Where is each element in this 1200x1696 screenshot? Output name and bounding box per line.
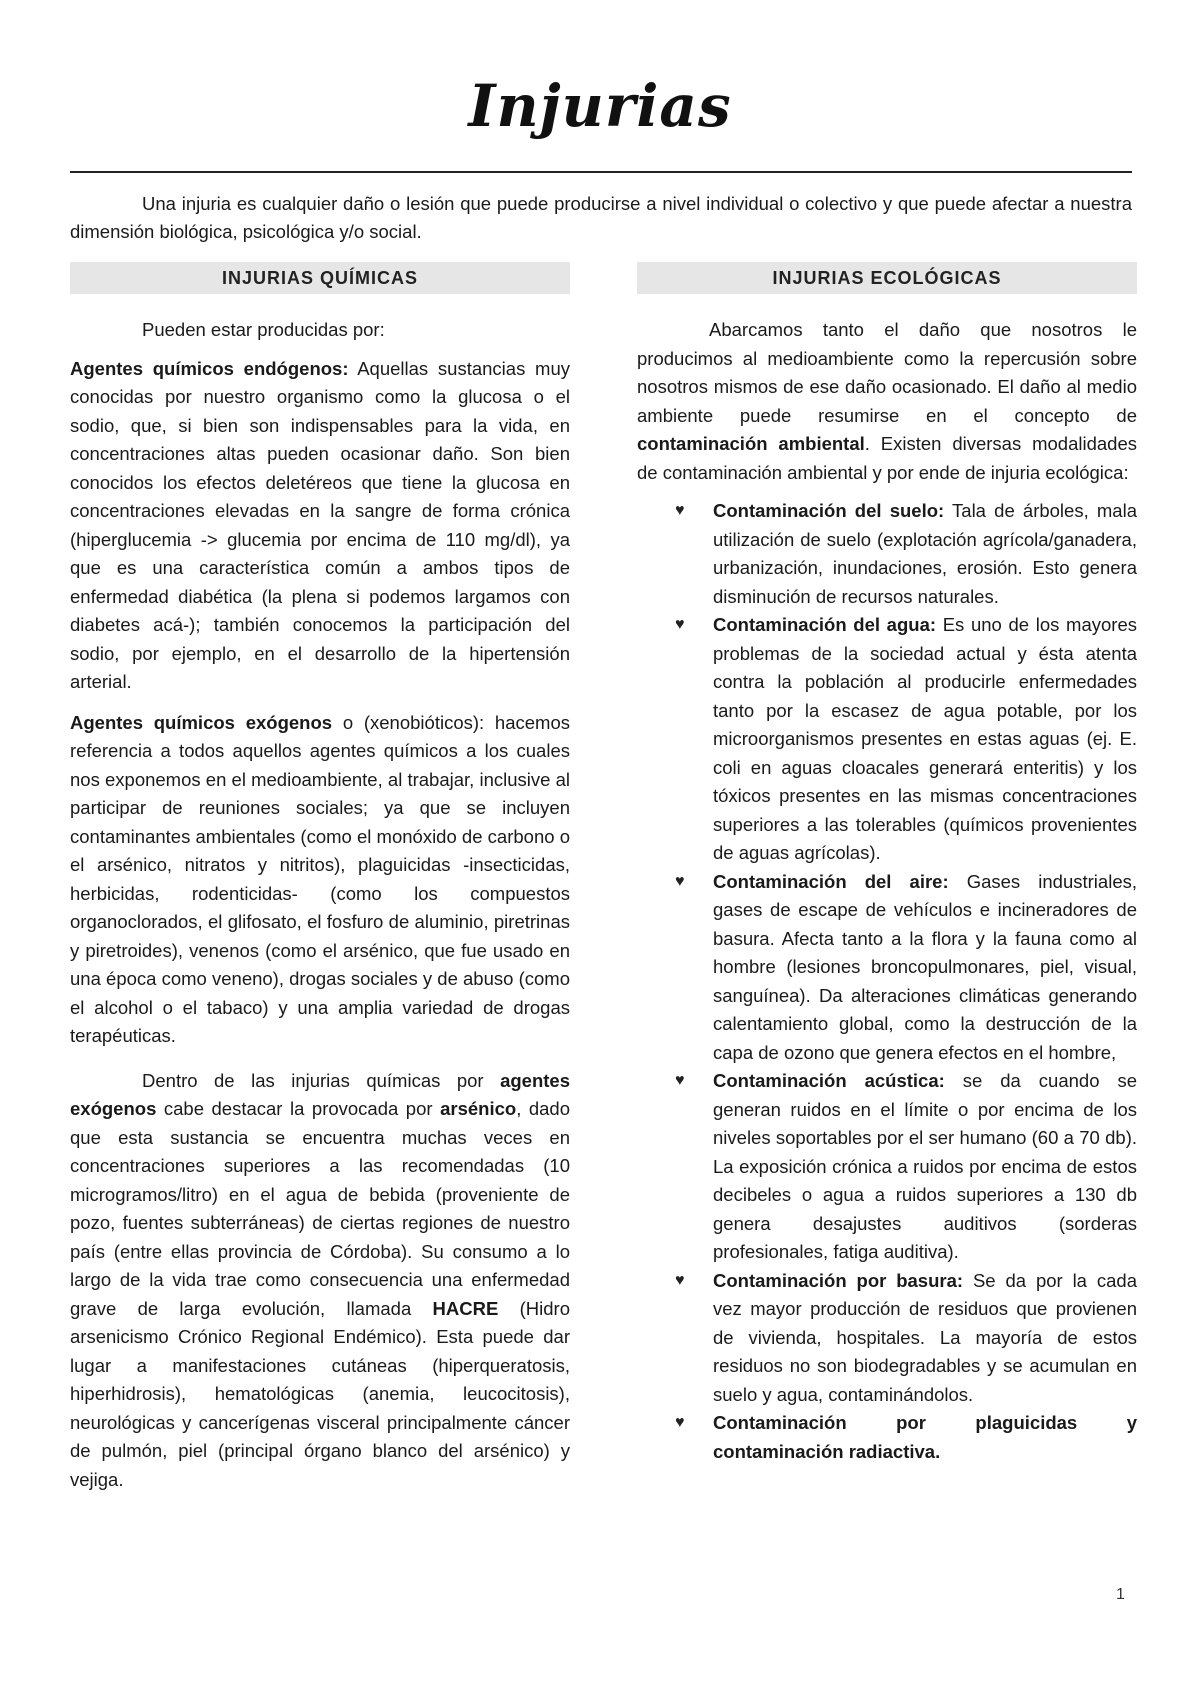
pollution-text: Tala de árboles, mala utilización de suelo (explotación agrícola/ganadera, urbanización, inundaciones, erosión. Esto genera disminución de recursos naturales. [713, 500, 1137, 607]
heart-icon: ♥ [675, 1271, 685, 1289]
column-ecological-injuries [637, 262, 1137, 1466]
paragraph-endogenous [70, 355, 570, 697]
pollution-text: Gases industriales, gases de escape de vehículos e incineradores de basura. Afecta tanto a la flora y la fauna como al hombre (lesiones broncopulmonares, piel, visual, sanguínea). Da alteraciones climáticas generando calentamiento global, como la destrucción de la capa de ozono que genera efectos en el hombre, [713, 870, 1137, 1063]
intro-paragraph [70, 190, 1132, 246]
term-arsenic: arsénico [440, 1098, 517, 1119]
text-exogenous: o (xenobióticos): hacemos referencia a todos aquellos agentes químicos a los cuales nos exponemos en el medioambiente, al trabajar, inclusive al participar de reuniones sociales; ya que se incluyen contaminantes ambientales (como el monóxido de carbono o el arsénico, nitratos y nitritos), plaguicidas -insecticidas, herbicidas, rodenticidas- (como los compuestos organoclorados, el glifosato, el fosfuro de aluminio, piretrinas y piretroides), venenos (como el arsénico, que fue usado en una época como veneno), drogas sociales y de abuso (como el alcohol o el tabaco) y una amplia variedad de drogas terapéuticas. [70, 711, 570, 1046]
heart-icon: ♥ [675, 1072, 685, 1089]
title-divider [70, 171, 1132, 173]
arsenic-text-a: Dentro de las injurias químicas por [142, 1069, 501, 1091]
pollution-item [637, 1409, 1137, 1466]
term-environmental-pollution: contaminación ambiental [637, 433, 865, 454]
ecological-intro [637, 316, 1137, 487]
heart-icon: ♥ [675, 1414, 685, 1431]
pollution-text: Es uno de los mayores problemas de la sociedad actual y ésta atenta contra la población al producirle enfermedades tanto por la escasez de agua potable, por los microorganismos presentes en estas aguas (ej. E. coli en aguas cloacales generará enteritis) y los tóxicos presentes en las mismas concentraciones superiores a las tolerables (químicos provenientes de aguas agrícolas). [713, 614, 1137, 863]
term-hacre: HACRE [432, 1297, 499, 1319]
pollution-text: Se da por la cada vez mayor producción de residuos que provienen de vivienda, hospitales. La mayoría de estos residuos no son biodegradables y se acumulan en suelo y agua, contaminándolos. [713, 1269, 1137, 1405]
paragraph-arsenic [70, 1067, 570, 1495]
section-heading-chemical: INJURIAS QUÍMICAS [70, 262, 570, 294]
heart-icon: ♥ [675, 616, 685, 633]
page-number: 1 [1116, 1586, 1125, 1603]
arsenic-text-c: cabe destacar la provocada por [156, 1098, 441, 1119]
pollution-item [637, 611, 1137, 868]
pollution-term: Contaminación del suelo: [713, 500, 945, 521]
intro-text: Una injuria es cualquier daño o lesión que puede producirse a nivel individual o colectivo y que puede afectar a nuestra dimensión biológica, psicológica y/o social. [70, 193, 1132, 242]
heart-icon: ♥ [675, 872, 685, 890]
eco-intro-a: Abarcamos tanto el daño que nosotros le producimos al medioambiente como la repercusión sobre nosotros mismos de ese daño ocasionado. El daño al medio ambiente puede resumirse en el concepto de [637, 319, 1137, 426]
term-endogenous: Agentes químicos endógenos: [70, 357, 349, 379]
column-chemical-injuries [70, 262, 570, 1494]
paragraph-exogenous [70, 709, 570, 1051]
pollution-term: Contaminación acústica: [713, 1070, 945, 1091]
page-title: Injurias [468, 72, 732, 140]
arsenic-text-g: (Hidro arsenicismo Crónico Regional Endémico). Esta puede dar lugar a manifestaciones cutáneas (hiperqueratosis, hiperhidrosis), hematológicas (anemia, leucocitosis), neurológicas y cancerígenas visceral principalmente cáncer de pulmón, piel (principal órgano blanco del arsénico) y vejiga. [70, 1297, 570, 1490]
text-endogenous: Aquellas sustancias muy conocidas por nuestro organismo como la glucosa o el sodio, que, si bien son indispensables para la vida, en concentraciones altas pueden ocasionar daño. Son bien conocidos los efectos deletéreos que tiene la glucosa en concentraciones elevadas en la sangre de forma crónica (hiperglucemia -> glucemia por encima de 110 mg/dl), ya que es una característica común a ambos tipos de enfermedad diabética (la plena si podemos largamos con diabetes acá-); también conocemos la participación del sodio, por ejemplo, en el desarrollo de la hipertensión arterial. [70, 357, 570, 692]
pollution-term: Contaminación por basura: [713, 1269, 964, 1291]
pollution-item [637, 497, 1137, 611]
pollution-item [637, 1067, 1137, 1267]
term-exogenous: Agentes químicos exógenos [70, 711, 333, 733]
pollution-text: se da cuando se generan ruidos en el límite o por encima de los niveles soportables por el ser humano (60 a 70 db). La exposición crónica a ruidos por encima de estos decibeles o agua a ruidos superiores a 130 db genera desajustes auditivos (sorderas profesionales, fatiga auditiva). [713, 1070, 1137, 1262]
heart-icon: ♥ [675, 502, 685, 519]
pollution-item [637, 868, 1137, 1068]
pollution-term: Contaminación del agua: [713, 614, 937, 635]
pollution-term: Contaminación del aire: [713, 870, 949, 892]
pollution-item [637, 1267, 1137, 1410]
eco-intro-c: . Existen diversas modalidades de contaminación ambiental y por ende de injuria ecológica: [637, 433, 1137, 483]
chemical-lead: Pueden estar producidas por: [142, 319, 385, 340]
section-heading-ecological: INJURIAS ECOLÓGICAS [637, 262, 1137, 294]
pollution-list [637, 497, 1137, 1466]
arsenic-text-e: , dado que esta sustancia se encuentra muchas veces en concentraciones superiores a las recomendadas (10 microgramos/litro) en el agua de bebida (proveniente de pozo, fuentes subterráneas) de ciertas regiones de nuestro país (entre ellas provincia de Córdoba). Su consumo a lo largo de la vida trae como consecuencia una enfermedad grave de larga evolución, llamada [70, 1098, 570, 1319]
pollution-term: Contaminación por plaguicidas y contaminación radiactiva. [713, 1412, 1137, 1462]
term-exogenous-agents: agentes exógenos [70, 1069, 570, 1119]
